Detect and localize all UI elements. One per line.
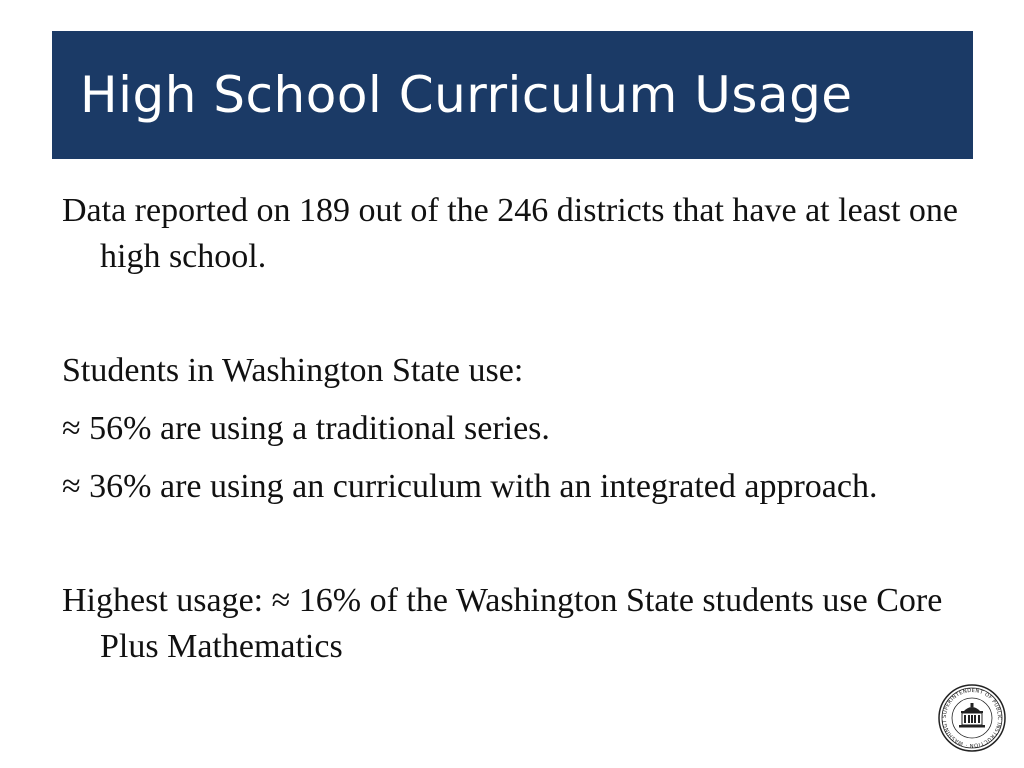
seal-ring-text: SUPERINTENDENT OF PUBLIC INSTRUCTION · WASHINGT (941, 687, 1003, 749)
paragraph-highest-usage: Highest usage: ≈ 16% of the Washington State students use Core Plus Mathematics (62, 582, 943, 665)
state-seal-icon (937, 683, 1007, 753)
title-bar (52, 31, 973, 159)
paragraph-students-intro: Students in Washington State use: (62, 352, 524, 389)
paragraph-districts-reported: Data reported on 189 out of the 246 districts that have at least one high school. (62, 192, 959, 275)
paragraph-traditional-series: ≈ 56% are using a traditional series. (62, 410, 550, 447)
seal-graphic (937, 683, 1007, 753)
slide-title: High School Curriculum Usage (80, 66, 853, 124)
slide-body (62, 188, 972, 670)
paragraph-integrated-approach: ≈ 36% are using an curriculum with an integrated approach. (62, 468, 878, 505)
